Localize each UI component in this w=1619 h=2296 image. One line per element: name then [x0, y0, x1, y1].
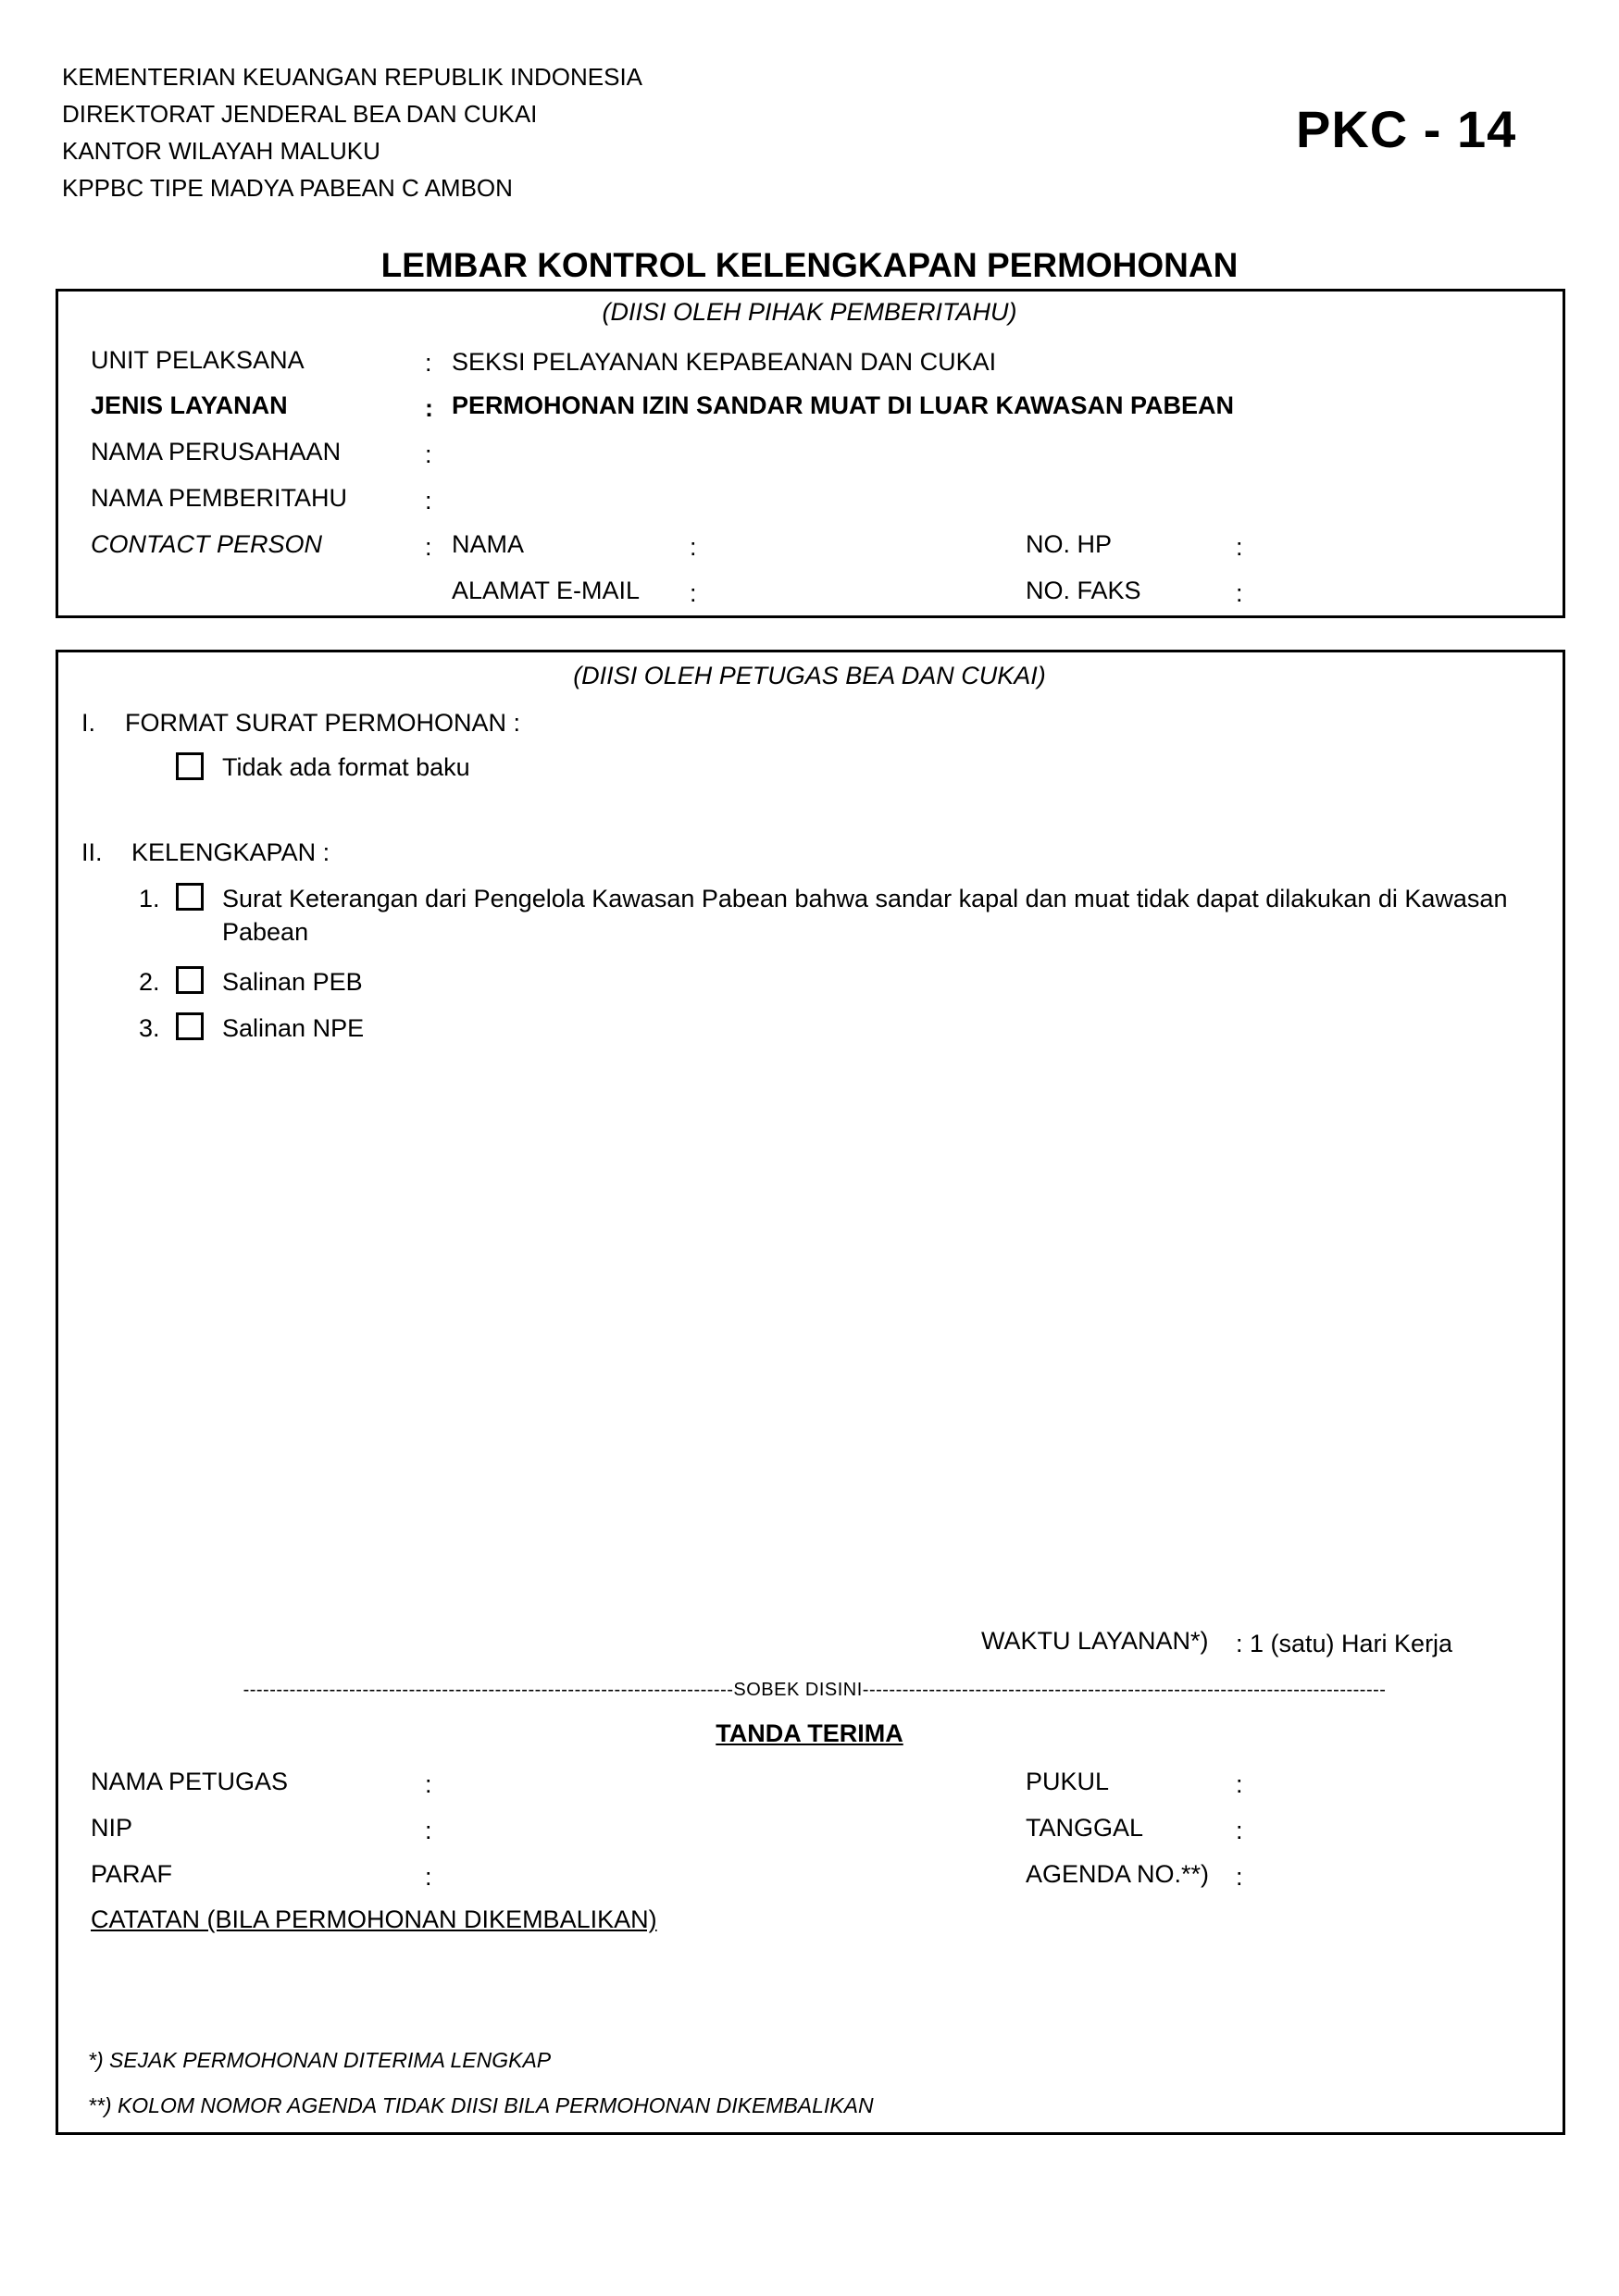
agenda-colon: :	[1236, 1863, 1243, 1891]
item3-label: Salinan NPE	[222, 1014, 365, 1042]
section1-title: FORMAT SURAT PERMOHONAN :	[125, 709, 521, 737]
contact-name-colon: :	[690, 533, 697, 561]
header-line-directorate: DIREKTORAT JENDERAL BEA DAN CUKAI	[62, 100, 538, 128]
unit-label: UNIT PELAKSANA	[91, 346, 305, 374]
format-option-label: Tidak ada format baku	[222, 753, 470, 781]
company-label: NAMA PERUSAHAAN	[91, 438, 342, 465]
fax-colon: :	[1236, 579, 1243, 607]
section2-number: II.	[81, 838, 103, 866]
item1-checkbox[interactable]	[176, 883, 204, 911]
item1-number: 1.	[139, 885, 160, 912]
unit-colon: :	[425, 349, 432, 377]
paraf-label: PARAF	[91, 1860, 173, 1888]
page-title: LEMBAR KONTROL KELENGKAPAN PERMOHONAN	[380, 246, 1239, 284]
item2-checkbox[interactable]	[176, 966, 204, 994]
item1-label: Surat Keterangan dari Pengelola Kawasan Pabean bahwa sandar kapal dan muat tidak dapat dilakukan di Kawasan	[222, 885, 1508, 912]
notifier-label: NAMA PEMBERITAHU	[91, 484, 348, 512]
email-label: ALAMAT E-MAIL	[452, 577, 641, 604]
footnote-2: **) KOLOM NOMOR AGENDA TIDAK DIISI BILA PERMOHONAN DIKEMBALIKAN	[88, 2093, 874, 2117]
hp-colon: :	[1236, 533, 1243, 561]
officer-name-label: NAMA PETUGAS	[91, 1768, 289, 1795]
contact-name-label: NAMA	[452, 530, 525, 558]
receipt-title: TANDA TERIMA	[716, 1719, 903, 1747]
nip-label: NIP	[91, 1814, 133, 1842]
notes-label: CATATAN (BILA PERMOHONAN DIKEMBALIKAN)	[91, 1905, 657, 1933]
format-checkbox[interactable]	[176, 752, 204, 780]
service-label: JENIS LAYANAN	[91, 391, 288, 419]
company-colon: :	[425, 441, 432, 468]
officer-caption: (DIISI OLEH PETUGAS BEA DAN CUKAI)	[573, 662, 1046, 689]
contact-colon: :	[425, 533, 432, 561]
item3-checkbox[interactable]	[176, 1012, 204, 1040]
item1-label-cont: Pabean	[222, 918, 309, 946]
paraf-colon: :	[425, 1863, 432, 1891]
contact-label: CONTACT PERSON	[91, 530, 323, 558]
agenda-label: AGENDA NO.**)	[1026, 1860, 1210, 1888]
nip-colon: :	[425, 1817, 432, 1844]
item3-number: 3.	[139, 1014, 160, 1042]
tear-line: --------------------------------------------------------------------------SOBEK DISINI-------------------------------------------------------------------------------	[243, 1681, 1387, 1699]
footnote-1: *) SEJAK PERMOHONAN DITERIMA LENGKAP	[88, 2048, 552, 2072]
service-colon: :	[425, 394, 433, 422]
service-value: PERMOHONAN IZIN SANDAR MUAT DI LUAR KAWASAN PABEAN	[452, 391, 1234, 419]
service-time-label: WAKTU LAYANAN*)	[981, 1627, 1209, 1655]
header-line-ministry: KEMENTERIAN KEUANGAN REPUBLIK INDONESIA	[62, 63, 643, 91]
item2-label: Salinan PEB	[222, 968, 363, 996]
date-label: TANGGAL	[1026, 1814, 1144, 1842]
fax-label: NO. FAKS	[1026, 577, 1141, 604]
form-code: PKC - 14	[1296, 100, 1517, 158]
time-label: PUKUL	[1026, 1768, 1110, 1795]
unit-value: SEKSI PELAYANAN KEPABEANAN DAN CUKAI	[452, 348, 997, 376]
item2-number: 2.	[139, 968, 160, 996]
date-colon: :	[1236, 1817, 1243, 1844]
applicant-caption: (DIISI OLEH PIHAK PEMBERITAHU)	[602, 298, 1017, 326]
service-time-value: : 1 (satu) Hari Kerja	[1236, 1630, 1453, 1657]
hp-label: NO. HP	[1026, 530, 1113, 558]
section1-number: I.	[81, 709, 96, 737]
time-colon: :	[1236, 1770, 1243, 1798]
header-line-regional-office: KANTOR WILAYAH MALUKU	[62, 137, 380, 165]
header-line-office: KPPBC TIPE MADYA PABEAN C AMBON	[62, 174, 513, 202]
officer-name-colon: :	[425, 1770, 432, 1798]
notifier-colon: :	[425, 487, 432, 515]
email-colon: :	[690, 579, 697, 607]
section2-title: KELENGKAPAN :	[131, 838, 330, 866]
